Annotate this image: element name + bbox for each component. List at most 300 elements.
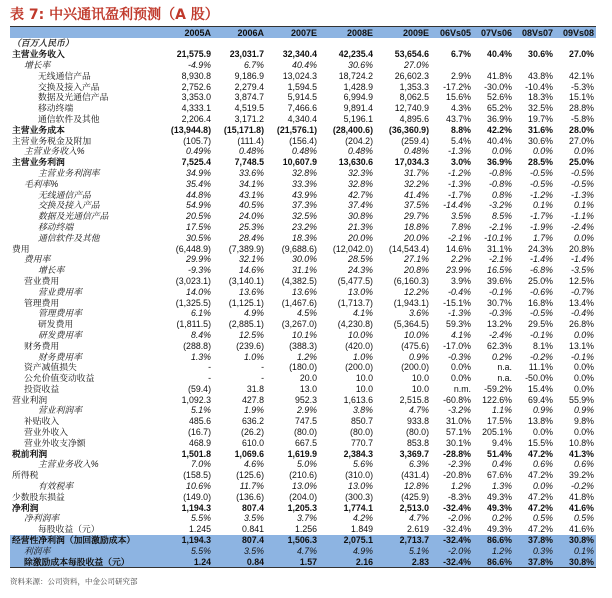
row-value-cell: (5,477.5): [337, 275, 373, 286]
table-row: [10, 448, 596, 459]
row-value-cell: -0.5%: [530, 178, 553, 189]
row-value-cell: -14.4%: [443, 200, 471, 211]
row-value-cell: 0.9%: [532, 405, 553, 416]
row-value-cell: 86.6%: [473, 535, 514, 546]
row-value-cell: 10.0: [411, 373, 429, 384]
row-value-cell: (1,125.1): [228, 297, 264, 308]
row-value-cell: 5.0%: [296, 459, 317, 470]
row-value-cell: 5.1%: [190, 405, 211, 416]
row-value-cell: -1.1%: [571, 211, 594, 222]
row-value-cell: 807.4: [241, 502, 264, 513]
row-value-cell: -50.0%: [525, 373, 553, 384]
row-value-cell: 12.5%: [239, 329, 264, 340]
row-value-cell: 10.0: [411, 383, 429, 394]
row-value-cell: (13,944.8): [170, 124, 211, 135]
row-value-cell: 29.5%: [528, 319, 553, 330]
row-value-cell: 5.5%: [190, 513, 211, 524]
earnings-forecast-table: [10, 26, 596, 568]
row-value-cell: (111.4): [237, 135, 264, 146]
row-value-cell: 25.0%: [569, 157, 594, 168]
row-value-cell: (204.2): [345, 135, 373, 146]
row-value-cell: 0.48%: [404, 146, 429, 157]
row-value-cell: -2.3%: [448, 459, 471, 470]
row-value-cell: 31.0%: [446, 416, 471, 427]
row-value-cell: 16.5%: [487, 265, 512, 276]
row-value-cell: 853.8: [406, 437, 429, 448]
row-label: 管理费用: [24, 297, 60, 308]
row-value-cell: 2,206.4: [181, 113, 211, 124]
row-value-cell: 2,513.0: [399, 502, 429, 513]
row-value-cell: 3.5%: [213, 545, 266, 556]
table-row: [10, 49, 596, 60]
row-value-cell: -0.6%: [530, 286, 553, 297]
row-value-cell: 0.0%: [573, 427, 594, 438]
row-value-cell: (80.0): [294, 427, 317, 438]
row-value-cell: 21,575.9: [176, 49, 211, 60]
row-value-cell: 47.2%: [528, 470, 553, 481]
row-label: 通信软件及其他: [38, 232, 100, 243]
row-value-cell: 15.6%: [446, 92, 471, 103]
row-value-cell: 13.0%: [348, 286, 373, 297]
table-row: [10, 308, 596, 319]
row-value-cell: 12,740.9: [394, 103, 429, 114]
header-year-cell: 09Vs08: [555, 27, 596, 39]
row-label: 所得税: [12, 470, 39, 481]
row-value-cell: 1.57: [266, 556, 319, 567]
row-value-cell: 5.4%: [450, 135, 471, 146]
row-value-cell: (200.0): [345, 362, 373, 373]
header-year-cell: 08Vs07: [514, 27, 555, 39]
row-value-cell: 8.5%: [491, 211, 512, 222]
row-value-cell: 34.1%: [239, 178, 264, 189]
row-value-cell: 8,930.8: [181, 70, 211, 81]
header-year-cell: 2006A: [213, 27, 266, 39]
row-value-cell: -8.3%: [448, 491, 471, 502]
row-value-cell: -0.4%: [571, 308, 594, 319]
row-value-cell: -9.3%: [188, 265, 211, 276]
row-value-cell: (239.6): [236, 340, 264, 351]
row-value-cell: 0.0%: [573, 362, 594, 373]
row-value-cell: 1.2%: [473, 545, 514, 556]
row-value-cell: 67.6%: [487, 470, 512, 481]
row-value-cell: 4.7%: [408, 513, 429, 524]
row-value-cell: 5.5%: [160, 545, 213, 556]
header-year-cell: 06Vs05: [431, 27, 473, 39]
row-value-cell: -0.4%: [448, 286, 471, 297]
row-value-cell: 0.5%: [532, 513, 553, 524]
row-value-cell: 36.9%: [487, 157, 512, 168]
table-row: [10, 481, 596, 492]
row-value-cell: -2.4%: [489, 329, 512, 340]
row-value-cell: 2,384.3: [343, 448, 373, 459]
row-value-cell: 15.4%: [528, 383, 553, 394]
row-value-cell: 10,607.9: [282, 157, 317, 168]
row-value-cell: (125.6): [236, 470, 264, 481]
row-value-cell: (180.0): [289, 362, 317, 373]
row-value-cell: -: [208, 373, 211, 384]
row-value-cell: (14,543.4): [388, 243, 429, 254]
row-value-cell: 59.3%: [446, 319, 471, 330]
row-label: 补贴收入: [24, 416, 60, 427]
row-value-cell: -1.2%: [448, 167, 471, 178]
row-label: 费用: [12, 243, 30, 254]
row-value-cell: n.a.: [497, 373, 512, 384]
table-row: [10, 254, 596, 265]
row-value-cell: 0.49%: [186, 146, 211, 157]
row-value-cell: 31.8: [246, 383, 264, 394]
row-value-cell: 2,713.7: [375, 535, 431, 546]
header-year-cell: 2005A: [160, 27, 213, 39]
row-value-cell: 53,654.6: [394, 49, 429, 60]
row-value-cell: -0.2%: [571, 481, 594, 492]
row-value-cell: (204.0): [289, 491, 317, 502]
row-value-cell: 1.1%: [491, 405, 512, 416]
row-value-cell: [514, 38, 555, 49]
row-value-cell: (6,448.9): [175, 243, 211, 254]
table-row: [10, 114, 596, 125]
row-value-cell: -1.3%: [448, 308, 471, 319]
row-label: 财务费用率: [38, 351, 82, 362]
row-value-cell: 42.2%: [487, 124, 512, 135]
row-value-cell: 10.8%: [569, 437, 594, 448]
row-value-cell: [319, 38, 375, 49]
table-row: [10, 416, 596, 427]
row-value-cell: 21.3%: [348, 221, 373, 232]
row-value-cell: -32.4%: [431, 535, 473, 546]
table-row: [10, 502, 596, 513]
row-value-cell: 13,630.6: [338, 157, 373, 168]
row-value-cell: -3.2%: [448, 405, 471, 416]
row-value-cell: -1.4%: [571, 254, 594, 265]
row-value-cell: 3,353.0: [181, 92, 211, 103]
row-value-cell: (136.6): [236, 491, 264, 502]
row-value-cell: 3,874.7: [234, 92, 264, 103]
row-value-cell: 807.4: [213, 535, 266, 546]
table-row: [10, 362, 596, 373]
row-value-cell: (15,171.8): [223, 124, 264, 135]
row-label: 费用率: [24, 254, 51, 265]
row-value-cell: 31.1%: [292, 265, 317, 276]
row-value-cell: (288.8): [183, 340, 211, 351]
row-value-cell: 1,353.3: [399, 81, 429, 92]
row-value-cell: 47.2%: [528, 448, 553, 459]
row-value-cell: 14.0%: [186, 286, 211, 297]
row-value-cell: 10.6%: [186, 481, 211, 492]
row-value-cell: -2.0%: [431, 545, 473, 556]
row-value-cell: 0.0%: [573, 146, 594, 157]
row-value-cell: 0.3%: [514, 545, 555, 556]
table-row: [10, 405, 596, 416]
row-value-cell: 468.9: [188, 437, 211, 448]
row-value-cell: 30.5%: [186, 232, 211, 243]
row-label: 通信软件及其他: [38, 113, 100, 124]
row-value-cell: -5.3%: [571, 81, 594, 92]
row-value-cell: 1,594.5: [287, 81, 317, 92]
row-value-cell: -: [261, 373, 264, 384]
row-value-cell: -0.7%: [571, 286, 594, 297]
row-value-cell: 1.7%: [532, 232, 553, 243]
table-row: [10, 265, 596, 276]
row-value-cell: -1.7%: [530, 211, 553, 222]
row-value-cell: 11.1%: [528, 362, 553, 373]
row-value-cell: 13.6%: [292, 286, 317, 297]
row-value-cell: 1.9%: [243, 405, 264, 416]
row-value-cell: 0.0%: [532, 427, 553, 438]
row-value-cell: 0.9%: [408, 351, 429, 362]
table-row: [10, 491, 596, 502]
row-value-cell: 41.3%: [569, 448, 594, 459]
table-row: [10, 178, 596, 189]
row-value-cell: 5.6%: [352, 459, 373, 470]
row-value-cell: -0.3%: [489, 308, 512, 319]
row-value-cell: 8.1%: [532, 340, 553, 351]
row-value-cell: 0.9%: [573, 405, 594, 416]
row-value-cell: 14.6%: [446, 243, 471, 254]
row-value-cell: 69.4%: [528, 394, 553, 405]
row-value-cell: 9,186.9: [234, 70, 264, 81]
row-value-cell: [375, 38, 431, 49]
row-value-cell: 6.7%: [243, 59, 264, 70]
row-value-cell: 933.8: [406, 416, 429, 427]
row-value-cell: -0.2%: [530, 351, 553, 362]
row-label: 无线通信产品: [38, 189, 91, 200]
row-value-cell: 13.1%: [569, 340, 594, 351]
row-value-cell: 32.1%: [239, 254, 264, 265]
row-value-cell: 27.0%: [404, 59, 429, 70]
row-value-cell: 8,062.5: [399, 92, 429, 103]
row-value-cell: (156.4): [289, 135, 317, 146]
row-value-cell: 1,501.8: [181, 448, 211, 459]
row-value-cell: 23.2%: [292, 221, 317, 232]
row-value-cell: (259.4): [401, 135, 429, 146]
row-label: 移动终端: [38, 221, 74, 232]
row-label: 经营性净利润（加回激励成本）: [10, 535, 160, 546]
row-value-cell: -0.5%: [571, 178, 594, 189]
row-value-cell: 0.0%: [573, 383, 594, 394]
row-value-cell: 36.9%: [487, 113, 512, 124]
row-value-cell: -3.2%: [489, 200, 512, 211]
row-value-cell: 9.4%: [491, 437, 512, 448]
row-value-cell: 24.3%: [528, 243, 553, 254]
row-value-cell: 27.1%: [404, 254, 429, 265]
row-value-cell: 1,205.3: [287, 502, 317, 513]
row-value-cell: 18,724.2: [338, 70, 373, 81]
row-value-cell: 1,092.3: [181, 394, 211, 405]
row-value-cell: 55.9%: [569, 394, 594, 405]
row-value-cell: -17.2%: [443, 81, 471, 92]
row-label: 无线通信产品: [38, 70, 91, 81]
row-value-cell: (4,230.8): [337, 319, 373, 330]
row-label: 营业利润: [12, 394, 48, 405]
row-value-cell: 7,525.4: [181, 157, 211, 168]
row-value-cell: 37.8%: [514, 535, 555, 546]
row-value-cell: 31.7%: [404, 167, 429, 178]
row-value-cell: 12.2%: [404, 286, 429, 297]
table-title: 表 7: 中兴通讯盈利预测（A 股）: [10, 7, 219, 23]
row-value-cell: 4,519.5: [234, 103, 264, 114]
row-value-cell: 4.9%: [243, 308, 264, 319]
row-value-cell: 2.83: [375, 556, 431, 567]
row-value-cell: (200.0): [401, 362, 429, 373]
row-value-cell: (149.0): [183, 491, 211, 502]
row-value-cell: 13.0: [299, 383, 317, 394]
row-label: 营业利润率: [38, 405, 82, 416]
table-row: [10, 513, 596, 524]
row-label: 资产减值损失: [24, 362, 77, 373]
table-row: [10, 286, 596, 297]
table-row: [10, 200, 596, 211]
row-value-cell: 15.5%: [528, 437, 553, 448]
row-value-cell: 0.0%: [532, 481, 553, 492]
row-value-cell: 667.5: [294, 437, 317, 448]
row-value-cell: (300.3): [345, 491, 373, 502]
table-row: [10, 124, 596, 135]
row-value-cell: 1.2%: [296, 351, 317, 362]
row-value-cell: 1.0%: [243, 351, 264, 362]
row-value-cell: -1.9%: [530, 221, 553, 232]
table-row: [10, 384, 596, 395]
row-value-cell: 18.3%: [292, 232, 317, 243]
row-value-cell: 28.5%: [348, 254, 373, 265]
row-value-cell: 13.2%: [487, 319, 512, 330]
row-value-cell: 4,340.4: [287, 113, 317, 124]
row-value-cell: 6.7%: [450, 49, 471, 60]
row-label: 营业费用率: [38, 286, 82, 297]
row-value-cell: 13.6%: [239, 286, 264, 297]
row-label: 净利润: [12, 502, 39, 513]
row-value-cell: [555, 60, 596, 71]
row-value-cell: 0.6%: [573, 459, 594, 470]
row-value-cell: 0.4%: [491, 459, 512, 470]
row-label: 税前利润: [12, 448, 48, 459]
row-value-cell: 2,279.4: [234, 81, 264, 92]
row-value-cell: 7,748.5: [234, 157, 264, 168]
row-value-cell: 0.48%: [348, 146, 373, 157]
row-value-cell: 23.9%: [446, 265, 471, 276]
row-value-cell: 32.3%: [348, 167, 373, 178]
table-row: [10, 222, 596, 233]
row-value-cell: -0.5%: [530, 308, 553, 319]
row-value-cell: 0.1%: [532, 200, 553, 211]
table-row: [10, 60, 596, 71]
row-value-cell: 28.5%: [528, 157, 553, 168]
row-value-cell: -1.3%: [448, 146, 471, 157]
row-value-cell: -0.5%: [571, 167, 594, 178]
row-value-cell: -32.4%: [431, 556, 473, 567]
row-value-cell: 4.3%: [450, 103, 471, 114]
row-value-cell: 10.0: [355, 373, 373, 384]
row-value-cell: 0.48%: [239, 146, 264, 157]
row-value-cell: 1,428.9: [343, 81, 373, 92]
row-value-cell: (431.4): [401, 470, 429, 481]
row-value-cell: 41.4%: [404, 189, 429, 200]
row-value-cell: -0.3%: [448, 351, 471, 362]
row-label: 财务费用: [24, 340, 60, 351]
row-value-cell: 40.4%: [292, 59, 317, 70]
table-row: [10, 81, 596, 92]
row-value-cell: 41.6%: [569, 502, 594, 513]
row-value-cell: 30.7%: [487, 297, 512, 308]
row-value-cell: 1.245: [188, 524, 211, 535]
row-value-cell: 4.1%: [352, 308, 373, 319]
row-value-cell: 17.5%: [186, 221, 211, 232]
row-label: 交换及接入产品: [38, 200, 100, 211]
row-value-cell: 37.4%: [348, 200, 373, 211]
table-row: [10, 146, 596, 157]
row-value-cell: 14.6%: [239, 265, 264, 276]
row-value-cell: (16.7): [188, 427, 211, 438]
row-label: 增长率: [38, 265, 65, 276]
row-value-cell: 5,196.1: [343, 113, 373, 124]
table-row: [10, 276, 596, 287]
row-value-cell: 0.0%: [532, 146, 553, 157]
row-value-cell: 11.7%: [239, 481, 264, 492]
row-value-cell: 9,891.4: [343, 103, 373, 114]
row-value-cell: 13.0%: [348, 481, 373, 492]
row-value-cell: 4,895.6: [399, 113, 429, 124]
table-row: [10, 319, 596, 330]
row-value-cell: 23,031.7: [229, 49, 264, 60]
row-value-cell: 39.6%: [487, 275, 512, 286]
row-value-cell: 1,069.6: [234, 448, 264, 459]
row-value-cell: 2,752.6: [181, 81, 211, 92]
row-value-cell: (2,885.1): [228, 319, 264, 330]
row-value-cell: -0.5%: [530, 167, 553, 178]
row-value-cell: 62.3%: [487, 340, 512, 351]
row-value-cell: 6,994.9: [343, 92, 373, 103]
row-value-cell: 1,613.6: [343, 394, 373, 405]
row-value-cell: 41.6%: [569, 524, 594, 535]
row-value-cell: (3,267.0): [281, 319, 317, 330]
row-value-cell: 4.1%: [450, 329, 471, 340]
row-value-cell: 3.8%: [352, 405, 373, 416]
row-label: 除激励成本每股收益（元）: [10, 556, 160, 567]
row-label: 投资收益: [24, 383, 60, 394]
row-value-cell: 20.5%: [186, 211, 211, 222]
row-value-cell: [266, 38, 319, 49]
row-label: 移动终端: [38, 103, 74, 114]
row-value-cell: 10.0: [355, 383, 373, 394]
row-value-cell: (310.0): [345, 470, 373, 481]
row-value-cell: 2.16: [319, 556, 375, 567]
row-value-cell: 610.0: [241, 437, 264, 448]
table-row: [10, 189, 596, 200]
row-value-cell: (80.0): [406, 427, 429, 438]
row-value-cell: -2.0%: [448, 513, 471, 524]
header-year-cell: 2009E: [375, 27, 431, 39]
row-value-cell: 2.9%: [450, 70, 471, 81]
row-value-cell: 26,602.3: [394, 70, 429, 81]
row-value-cell: 10.0%: [348, 329, 373, 340]
row-value-cell: (3,140.1): [228, 275, 264, 286]
row-label: 有效税率: [38, 481, 74, 492]
table-row: [10, 556, 596, 567]
row-value-cell: -3.5%: [571, 265, 594, 276]
row-value-cell: 0.0%: [450, 373, 471, 384]
table-row: [10, 545, 596, 556]
row-label: 净利润率: [24, 513, 60, 524]
row-value-cell: 30.1%: [446, 437, 471, 448]
row-value-cell: 1.3%: [491, 481, 512, 492]
row-value-cell: (7,389.9): [228, 243, 264, 254]
row-label: 营业费用: [24, 275, 60, 286]
row-value-cell: 0.5%: [573, 513, 594, 524]
table-row: [10, 38, 596, 49]
row-value-cell: -1.4%: [530, 254, 553, 265]
table-row: [10, 524, 596, 535]
row-value-cell: -1.2%: [530, 189, 553, 200]
table-row: [10, 211, 596, 222]
